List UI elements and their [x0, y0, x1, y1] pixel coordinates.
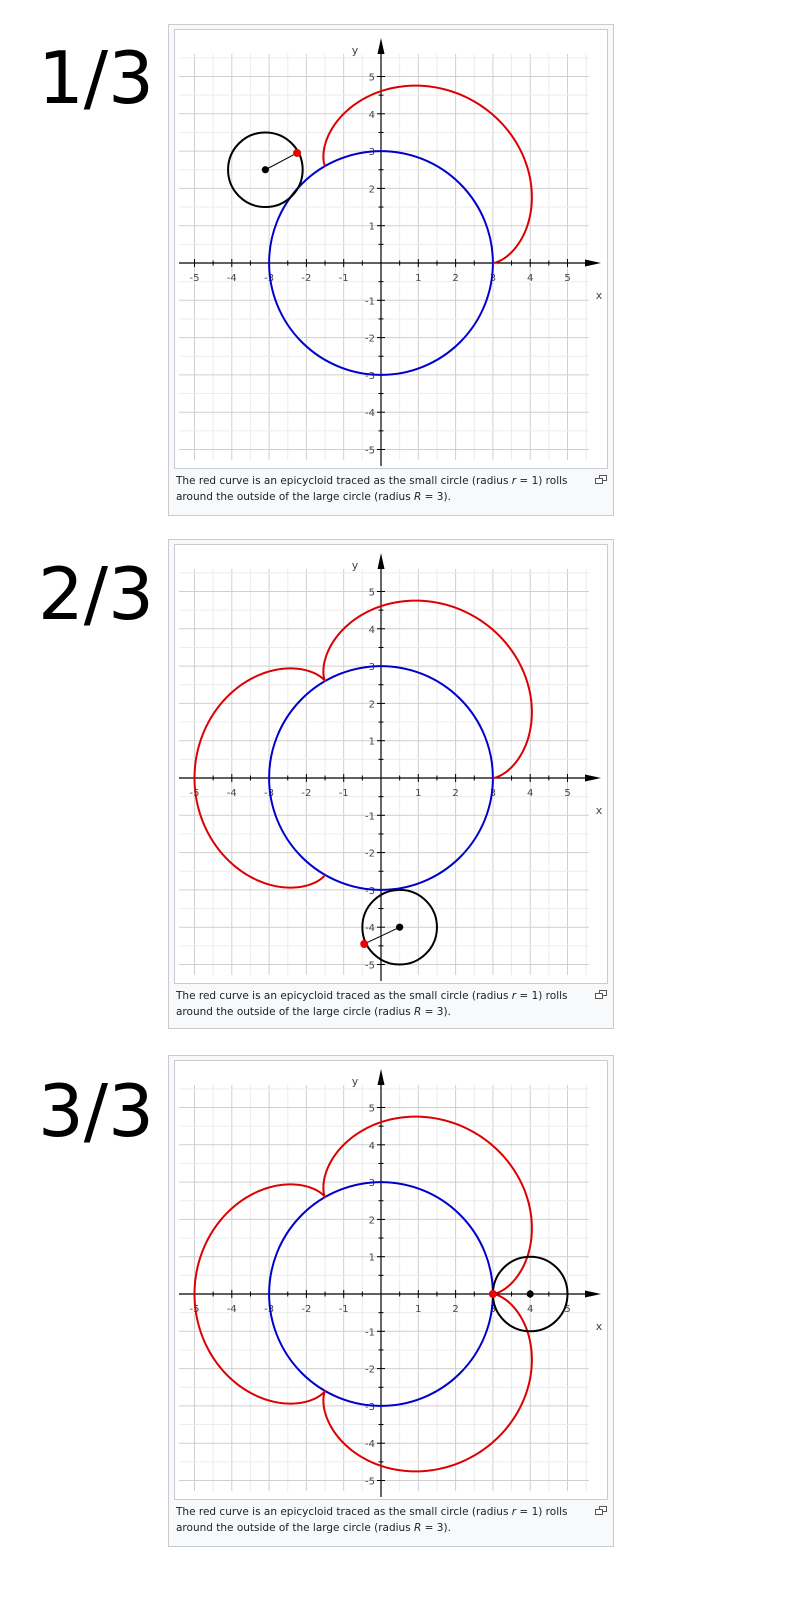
y-tick-label: 3: [368, 1178, 375, 1190]
rolling-radius: [265, 153, 297, 170]
y-axis-label: y: [351, 1075, 359, 1088]
x-tick-label: 1: [415, 788, 422, 799]
x-axis-label: x: [595, 1320, 603, 1333]
x-tick-label: -1: [338, 1304, 349, 1315]
epicycloid-curve: [323, 86, 532, 263]
y-tick-label: 4: [368, 624, 375, 636]
plot-axes: [179, 1069, 601, 1497]
figure-caption-2: The red curve is an epicycloid traced as the small circle (radius r = 1) rolls around the outside of the large circle (radius R = 3).: [176, 990, 568, 1018]
y-tick-label: -5: [365, 960, 375, 972]
plot-grid: [179, 54, 589, 460]
x-tick-label: 2: [452, 1304, 459, 1315]
tracing-point: [360, 940, 368, 948]
y-tick-label: -4: [365, 408, 375, 420]
y-tick-label: -1: [365, 296, 375, 308]
figure-caption-3: The red curve is an epicycloid traced as the small circle (radius r = 1) rolls around the outside of the large circle (radius R = 3).: [176, 1506, 568, 1534]
y-tick-label: -1: [365, 811, 375, 823]
y-tick-label: 5: [368, 587, 375, 599]
y-tick-label: -2: [365, 1364, 375, 1376]
enlarge-icon[interactable]: [595, 990, 607, 999]
epicycloid-svg-2: [175, 545, 607, 983]
y-tick-label: -5: [365, 1476, 375, 1488]
y-tick-label: 4: [368, 1140, 375, 1152]
y-tick-label: 5: [368, 1103, 375, 1115]
rolling-circle-center: [396, 924, 403, 931]
x-tick-label: -3: [264, 1304, 275, 1315]
y-tick-label: 4: [368, 109, 375, 121]
tracing-point: [293, 149, 301, 157]
x-tick-label: 2: [452, 273, 459, 284]
x-tick-label: 3: [489, 1304, 497, 1315]
y-axis-arrow: [378, 38, 385, 54]
y-tick-label: 2: [368, 184, 375, 196]
x-tick-label: 2: [452, 788, 459, 799]
x-tick-label: -2: [301, 788, 312, 799]
plot-axes: [179, 38, 601, 466]
y-axis-label: y: [351, 559, 359, 572]
enlarge-icon[interactable]: [595, 475, 607, 484]
figure-thumbnail-2: [168, 539, 614, 1029]
plot-grid: [179, 569, 589, 975]
y-tick-label: -2: [365, 333, 375, 345]
y-tick-label: -4: [365, 1439, 375, 1451]
x-tick-label: -5: [189, 788, 200, 799]
x-tick-label: -1: [338, 788, 349, 799]
x-tick-label: -3: [264, 788, 275, 799]
y-tick-label: 1: [368, 221, 375, 233]
x-axis-arrow: [585, 1291, 601, 1298]
x-axis-label: x: [595, 289, 603, 302]
y-axis-arrow: [378, 1069, 385, 1085]
x-tick-label: 3: [489, 788, 497, 799]
x-axis-arrow: [585, 775, 601, 782]
x-tick-label: -3: [264, 273, 275, 284]
epicycloid-curve: [195, 601, 532, 888]
y-tick-label: -3: [365, 370, 375, 382]
enlarge-icon[interactable]: [595, 1506, 607, 1515]
x-tick-label: -5: [189, 273, 200, 284]
y-tick-label: -2: [365, 848, 375, 860]
y-tick-label: 5: [368, 72, 375, 84]
panel-label-1: 1/3: [38, 36, 154, 120]
x-tick-label: 4: [527, 788, 534, 799]
rolling-circle-center: [262, 166, 269, 173]
tracing-point: [489, 1290, 497, 1298]
epicycloid-plot-3: [174, 1060, 608, 1500]
panel-label-3: 3/3: [38, 1069, 154, 1153]
x-tick-label: 1: [415, 1304, 422, 1315]
figure-thumbnail-3: [168, 1055, 614, 1547]
epicycloid-svg-1: [175, 30, 607, 468]
y-tick-label: -3: [365, 885, 375, 897]
y-tick-label: 1: [368, 1252, 375, 1264]
y-tick-label: 3: [368, 147, 375, 159]
y-tick-label: 2: [368, 699, 375, 711]
x-tick-label: -4: [226, 273, 237, 284]
x-tick-label: 5: [564, 273, 571, 284]
epicycloid-svg-3: [175, 1061, 607, 1499]
x-tick-label: 5: [564, 1304, 571, 1315]
x-tick-label: -5: [189, 1304, 200, 1315]
plot-grid: [179, 1085, 589, 1491]
y-tick-label: 3: [368, 662, 375, 674]
figure-caption-1: The red curve is an epicycloid traced as the small circle (radius r = 1) rolls around the outside of the large circle (radius R = 3).: [176, 475, 568, 503]
y-tick-label: -5: [365, 445, 375, 457]
y-axis-label: y: [351, 44, 359, 57]
y-axis-arrow: [378, 553, 385, 569]
y-tick-label: -1: [365, 1327, 375, 1339]
y-tick-label: -4: [365, 923, 375, 935]
epicycloid-plot-1: [174, 29, 608, 469]
x-axis-arrow: [585, 260, 601, 267]
y-tick-label: -3: [365, 1401, 375, 1413]
x-tick-label: -4: [226, 1304, 237, 1315]
x-tick-label: 3: [489, 273, 497, 284]
figure-thumbnail-1: [168, 24, 614, 516]
x-tick-label: -4: [226, 788, 237, 799]
panel-label-2: 2/3: [38, 552, 154, 636]
x-tick-label: 4: [527, 273, 534, 284]
x-tick-label: 5: [564, 788, 571, 799]
x-tick-label: -2: [301, 1304, 312, 1315]
y-tick-label: 2: [368, 1215, 375, 1227]
y-tick-label: 1: [368, 736, 375, 748]
epicycloid-plot-2: [174, 544, 608, 984]
x-tick-label: -2: [301, 273, 312, 284]
x-axis-label: x: [595, 804, 603, 817]
x-tick-label: 4: [527, 1304, 534, 1315]
x-tick-label: 1: [415, 273, 422, 284]
x-tick-label: -1: [338, 273, 349, 284]
rolling-circle-center: [527, 1290, 534, 1297]
plot-axes: [179, 553, 601, 981]
